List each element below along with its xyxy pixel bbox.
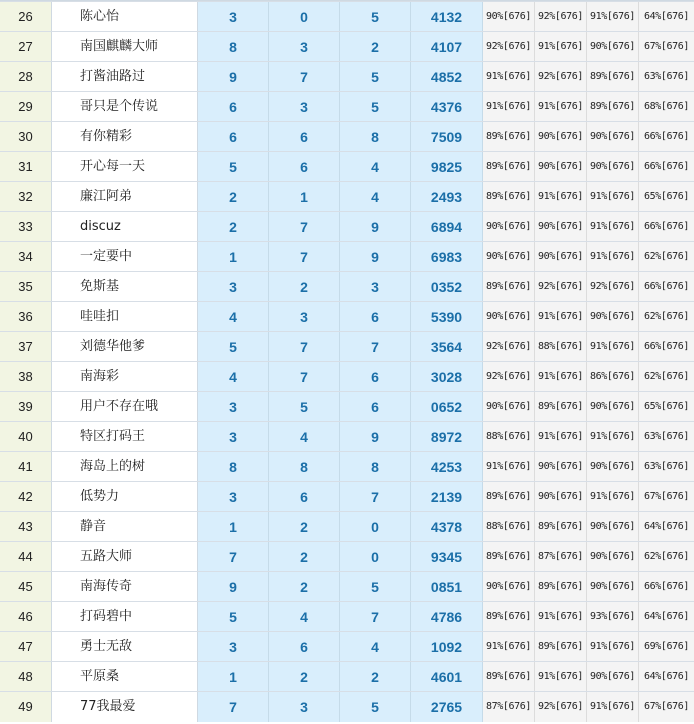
row-name: 特区打码王 [52,422,198,452]
total-number: 4852 [411,62,483,92]
percent-2: 87%[676] [535,542,587,572]
percent-1: 89%[676] [483,182,535,212]
digit-3: 5 [340,92,411,122]
digit-3: 0 [340,512,411,542]
total-number: 9345 [411,542,483,572]
digit-2: 7 [269,332,340,362]
total-number: 4132 [411,2,483,32]
row-name: 哥只是个传说 [52,92,198,122]
digit-3: 7 [340,602,411,632]
total-number: 5390 [411,302,483,332]
digit-1: 5 [198,332,269,362]
percent-4: 69%[676] [639,632,694,662]
row-index: 49 [0,692,52,722]
digit-2: 4 [269,422,340,452]
digit-3: 0 [340,542,411,572]
percent-2: 91%[676] [535,602,587,632]
digit-3: 7 [340,482,411,512]
digit-1: 8 [198,32,269,62]
percent-4: 66%[676] [639,572,694,602]
row-name: 静音 [52,512,198,542]
row-name: 有你精彩 [52,122,198,152]
row-name: 打酱油路过 [52,62,198,92]
row-name: 陈心怡 [52,2,198,32]
percent-2: 91%[676] [535,302,587,332]
total-number: 2493 [411,182,483,212]
digit-1: 1 [198,662,269,692]
digit-1: 3 [198,272,269,302]
percent-3: 90%[676] [587,32,639,62]
percent-1: 89%[676] [483,662,535,692]
row-name: 打码碧中 [52,602,198,632]
total-number: 4376 [411,92,483,122]
digit-1: 4 [198,302,269,332]
percent-4: 64%[676] [639,512,694,542]
percent-2: 92%[676] [535,62,587,92]
total-number: 0652 [411,392,483,422]
digit-3: 9 [340,242,411,272]
digit-1: 1 [198,512,269,542]
digit-3: 2 [340,662,411,692]
percent-3: 90%[676] [587,452,639,482]
digit-2: 2 [269,272,340,302]
row-index: 26 [0,2,52,32]
row-name: 五路大师 [52,542,198,572]
percent-2: 91%[676] [535,422,587,452]
percent-4: 62%[676] [639,302,694,332]
digit-3: 6 [340,302,411,332]
percent-3: 91%[676] [587,332,639,362]
percent-4: 66%[676] [639,122,694,152]
total-number: 4253 [411,452,483,482]
table-row [0,331,694,362]
table-row [0,541,694,572]
row-index: 32 [0,182,52,212]
percent-3: 90%[676] [587,572,639,602]
percent-3: 90%[676] [587,512,639,542]
percent-4: 65%[676] [639,392,694,422]
row-name: 南海传奇 [52,572,198,602]
row-name: 77我最爱 [52,692,198,722]
percent-2: 89%[676] [535,512,587,542]
total-number: 4378 [411,512,483,542]
row-name: 哇哇扣 [52,302,198,332]
percent-4: 65%[676] [639,182,694,212]
row-index: 43 [0,512,52,542]
total-number: 4107 [411,32,483,62]
percent-3: 91%[676] [587,482,639,512]
percent-3: 91%[676] [587,182,639,212]
percent-1: 88%[676] [483,422,535,452]
percent-4: 64%[676] [639,662,694,692]
row-index: 44 [0,542,52,572]
row-name: 刘德华他爹 [52,332,198,362]
percent-2: 91%[676] [535,362,587,392]
percent-1: 90%[676] [483,392,535,422]
percent-2: 92%[676] [535,692,587,722]
percent-3: 90%[676] [587,392,639,422]
percent-2: 90%[676] [535,122,587,152]
percent-4: 68%[676] [639,92,694,122]
percent-4: 63%[676] [639,452,694,482]
digit-2: 6 [269,152,340,182]
percent-3: 92%[676] [587,272,639,302]
percent-1: 91%[676] [483,632,535,662]
table-row [0,271,694,302]
digit-1: 5 [198,602,269,632]
percent-4: 67%[676] [639,482,694,512]
percent-1: 89%[676] [483,122,535,152]
row-index: 47 [0,632,52,662]
digit-3: 5 [340,692,411,722]
percent-4: 66%[676] [639,212,694,242]
digit-1: 8 [198,452,269,482]
digit-1: 1 [198,242,269,272]
percent-1: 90%[676] [483,302,535,332]
row-index: 48 [0,662,52,692]
digit-2: 3 [269,92,340,122]
percent-3: 91%[676] [587,2,639,32]
digit-3: 2 [340,32,411,62]
digit-3: 7 [340,332,411,362]
row-name: 平原桑 [52,662,198,692]
total-number: 2139 [411,482,483,512]
digit-2: 2 [269,542,340,572]
digit-2: 2 [269,512,340,542]
percent-4: 66%[676] [639,272,694,302]
percent-1: 91%[676] [483,92,535,122]
table-row [0,481,694,512]
digit-2: 7 [269,362,340,392]
digit-2: 6 [269,632,340,662]
digit-1: 3 [198,2,269,32]
percent-4: 66%[676] [639,152,694,182]
percent-2: 90%[676] [535,242,587,272]
total-number: 3028 [411,362,483,392]
table-row [0,61,694,92]
digit-2: 7 [269,62,340,92]
digit-3: 9 [340,212,411,242]
row-index: 35 [0,272,52,302]
digit-2: 7 [269,242,340,272]
percent-1: 91%[676] [483,62,535,92]
percent-4: 62%[676] [639,242,694,272]
row-index: 38 [0,362,52,392]
row-index: 33 [0,212,52,242]
digit-1: 3 [198,482,269,512]
percent-2: 92%[676] [535,272,587,302]
percent-2: 91%[676] [535,92,587,122]
percent-3: 93%[676] [587,602,639,632]
digit-2: 3 [269,302,340,332]
digit-1: 9 [198,62,269,92]
row-index: 34 [0,242,52,272]
percent-2: 90%[676] [535,482,587,512]
row-name: 海岛上的树 [52,452,198,482]
percent-1: 89%[676] [483,542,535,572]
digit-1: 6 [198,122,269,152]
digit-1: 3 [198,392,269,422]
digit-3: 5 [340,572,411,602]
row-name: 南海彩 [52,362,198,392]
percent-2: 90%[676] [535,452,587,482]
percent-3: 90%[676] [587,542,639,572]
percent-3: 86%[676] [587,362,639,392]
total-number: 1092 [411,632,483,662]
percent-2: 91%[676] [535,32,587,62]
digit-2: 6 [269,482,340,512]
percent-1: 92%[676] [483,332,535,362]
percent-4: 64%[676] [639,602,694,632]
row-name: 一定要中 [52,242,198,272]
table-row [0,1,694,32]
percent-4: 63%[676] [639,422,694,452]
row-name: 开心每一天 [52,152,198,182]
percent-2: 89%[676] [535,632,587,662]
row-name: 免斯基 [52,272,198,302]
digit-1: 7 [198,692,269,722]
digit-2: 3 [269,692,340,722]
table-row [0,31,694,62]
percent-1: 92%[676] [483,32,535,62]
percent-3: 91%[676] [587,632,639,662]
percent-1: 90%[676] [483,212,535,242]
digit-2: 1 [269,182,340,212]
percent-3: 91%[676] [587,692,639,722]
row-name: 南国麒麟大师 [52,32,198,62]
table-row [0,451,694,482]
digit-3: 8 [340,452,411,482]
digit-3: 5 [340,62,411,92]
digit-2: 2 [269,662,340,692]
total-number: 8972 [411,422,483,452]
total-number: 2765 [411,692,483,722]
percent-1: 91%[676] [483,452,535,482]
digit-2: 5 [269,392,340,422]
digit-1: 7 [198,542,269,572]
total-number: 6983 [411,242,483,272]
row-name: 用户不存在哦 [52,392,198,422]
percent-3: 90%[676] [587,302,639,332]
percent-3: 90%[676] [587,152,639,182]
digit-2: 0 [269,2,340,32]
digit-1: 2 [198,182,269,212]
percent-4: 62%[676] [639,542,694,572]
table-row [0,301,694,332]
total-number: 4786 [411,602,483,632]
digit-3: 4 [340,182,411,212]
table-row [0,91,694,122]
percent-2: 89%[676] [535,392,587,422]
percent-2: 91%[676] [535,662,587,692]
percent-3: 90%[676] [587,122,639,152]
percent-4: 62%[676] [639,362,694,392]
table-row [0,151,694,182]
percent-3: 89%[676] [587,92,639,122]
digit-3: 4 [340,152,411,182]
table-row [0,121,694,152]
percent-3: 91%[676] [587,212,639,242]
digit-2: 8 [269,452,340,482]
digit-2: 3 [269,32,340,62]
percent-2: 88%[676] [535,332,587,362]
percent-1: 90%[676] [483,242,535,272]
total-number: 0352 [411,272,483,302]
digit-3: 6 [340,392,411,422]
total-number: 4601 [411,662,483,692]
digit-1: 6 [198,92,269,122]
row-name: discuz [52,212,198,242]
row-index: 31 [0,152,52,182]
digit-3: 8 [340,122,411,152]
row-index: 29 [0,92,52,122]
row-index: 37 [0,332,52,362]
digit-1: 3 [198,632,269,662]
total-number: 0851 [411,572,483,602]
total-number: 9825 [411,152,483,182]
row-index: 42 [0,482,52,512]
row-index: 30 [0,122,52,152]
percent-3: 91%[676] [587,422,639,452]
row-index: 41 [0,452,52,482]
percent-1: 87%[676] [483,692,535,722]
percent-4: 67%[676] [639,32,694,62]
table-row [0,601,694,632]
digit-1: 5 [198,152,269,182]
row-name: 廉江阿弟 [52,182,198,212]
digit-3: 9 [340,422,411,452]
row-index: 36 [0,302,52,332]
table-row [0,421,694,452]
percent-2: 92%[676] [535,2,587,32]
digit-1: 4 [198,362,269,392]
total-number: 6894 [411,212,483,242]
row-index: 40 [0,422,52,452]
percent-3: 89%[676] [587,62,639,92]
digit-3: 6 [340,362,411,392]
table-row [0,241,694,272]
percent-4: 63%[676] [639,62,694,92]
digit-2: 6 [269,122,340,152]
percent-3: 91%[676] [587,242,639,272]
table-row [0,211,694,242]
digit-2: 2 [269,572,340,602]
table-row [0,511,694,542]
table-row [0,691,694,722]
digit-2: 7 [269,212,340,242]
digit-1: 2 [198,212,269,242]
table-row [0,361,694,392]
digit-2: 4 [269,602,340,632]
row-name: 勇士无敌 [52,632,198,662]
percent-2: 91%[676] [535,182,587,212]
row-index: 28 [0,62,52,92]
percent-2: 89%[676] [535,572,587,602]
percent-1: 90%[676] [483,2,535,32]
row-index: 27 [0,32,52,62]
digit-3: 5 [340,2,411,32]
percent-2: 90%[676] [535,152,587,182]
percent-1: 89%[676] [483,482,535,512]
table-row [0,391,694,422]
percent-4: 66%[676] [639,332,694,362]
percent-4: 64%[676] [639,2,694,32]
table-row [0,571,694,602]
table-row [0,661,694,692]
row-name: 低势力 [52,482,198,512]
percent-1: 89%[676] [483,272,535,302]
table-row [0,181,694,212]
row-index: 46 [0,602,52,632]
percent-4: 67%[676] [639,692,694,722]
row-index: 39 [0,392,52,422]
total-number: 3564 [411,332,483,362]
digit-1: 9 [198,572,269,602]
percent-1: 88%[676] [483,512,535,542]
row-index: 45 [0,572,52,602]
percent-1: 89%[676] [483,152,535,182]
digit-3: 4 [340,632,411,662]
digit-1: 3 [198,422,269,452]
table-row [0,631,694,662]
digit-3: 3 [340,272,411,302]
percent-1: 92%[676] [483,362,535,392]
total-number: 7509 [411,122,483,152]
percent-2: 90%[676] [535,212,587,242]
percent-3: 90%[676] [587,662,639,692]
percent-1: 90%[676] [483,572,535,602]
percent-1: 89%[676] [483,602,535,632]
